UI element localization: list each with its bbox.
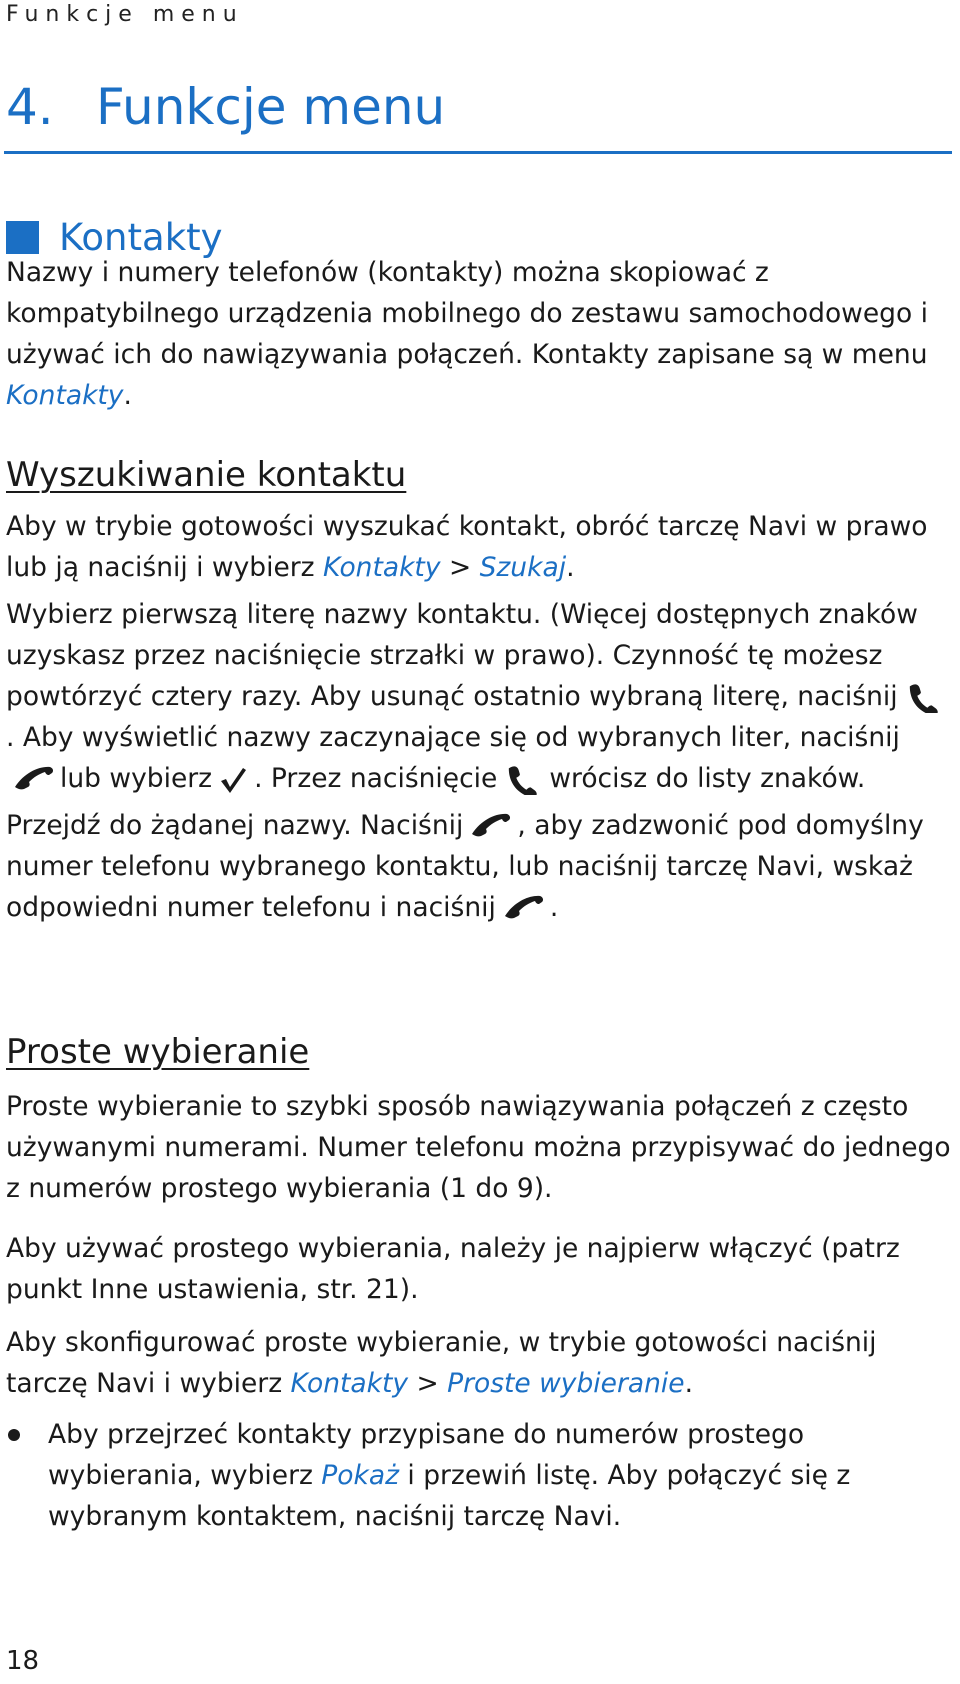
szukaj-link: Szukaj — [479, 552, 567, 583]
call-icon — [469, 812, 511, 842]
speed-dial-heading: Proste wybieranie — [6, 1032, 310, 1072]
section-title-text: Kontakty — [59, 216, 223, 259]
pokaz-link: Pokaż — [321, 1460, 399, 1491]
call-icon — [502, 894, 544, 924]
speed-dial-paragraph-2: Aby używać prostego wybierania, należy je najpierw włączyć (patrz punkt Inne ustawienia, str. 21). — [6, 1233, 900, 1305]
speed-dial-paragraph-1: Proste wybieranie to szybki sposób nawiązywania połączeń z często używanymi numerami. Numer telefonu można przypisywać do jednego z numerów prostego wybierania (1 do 9). — [6, 1091, 951, 1204]
chapter-divider — [4, 151, 952, 154]
square-bullet-icon — [6, 221, 39, 254]
search-contact-heading: Wyszukiwanie kontaktu — [6, 455, 407, 495]
checkmark-icon — [218, 765, 248, 795]
page-number: 18 — [6, 1646, 40, 1676]
call-icon — [12, 765, 54, 795]
intro-paragraph: Nazwy i numery telefonów (kontakty) można skopiować z kompatybilnego urządzenia mobilnego do zestawu samochodowego i używać ich do nawiązywania połączeń. Kontakty zapisane są w menu Kontakty. — [6, 257, 928, 411]
running-header: Funkcje menu — [6, 2, 244, 27]
search-paragraph-2: Wybierz pierwszą literę nazwy kontaktu. (Więcej dostępnych znaków uzyskasz przez naciśnięcie strzałki w prawo). Czynność tę możesz powtórzyć cztery razy. Aby usunąć ostatnio wybraną literę, naciśnij . Aby wyświetlić nazwy zaczynające się od wybranych liter, naciśnij lub wybierz . Przez naciśnięcie wrócisz do listy znaków. — [6, 594, 951, 799]
kontakty-menu-link: Kontakty — [6, 380, 124, 411]
bullet-icon — [8, 1429, 20, 1441]
kontakty-link: Kontakty — [290, 1368, 409, 1399]
search-paragraph-1: Aby w trybie gotowości wyszukać kontakt, obróć tarczę Navi w prawo lub ją naciśnij i wybierz Kontakty > Szukaj. — [6, 511, 928, 583]
chapter-title — [6, 78, 445, 136]
chapter-title-text: Funkcje menu — [96, 78, 446, 136]
kontakty-link: Kontakty — [323, 552, 441, 583]
end-call-icon — [503, 765, 543, 795]
chapter-number: 4. — [6, 78, 54, 136]
speed-dial-paragraph-3: Aby skonfigurować proste wybieranie, w trybie gotowości naciśnij tarczę Navi i wybierz Kontakty > Proste wybieranie. — [6, 1327, 877, 1399]
proste-wybieranie-link: Proste wybieranie — [447, 1368, 685, 1399]
bullet-list-item — [6, 1414, 951, 1537]
search-paragraph-3: Przejdź do żądanej nazwy. Naciśnij , aby zadzwonić pod domyślny numer telefonu wybranego kontaktu, lub naciśnij tarczę Navi, wskaż odpowiedni numer telefonu i naciśnij . — [6, 810, 924, 923]
end-call-icon — [904, 683, 944, 713]
bullet-text: Aby przejrzeć kontakty przypisane do numerów prostego wybierania, wybierz Pokaż i przewiń listę. Aby połączyć się z wybranym kontaktem, naciśnij tarczę Navi. — [48, 1419, 851, 1532]
